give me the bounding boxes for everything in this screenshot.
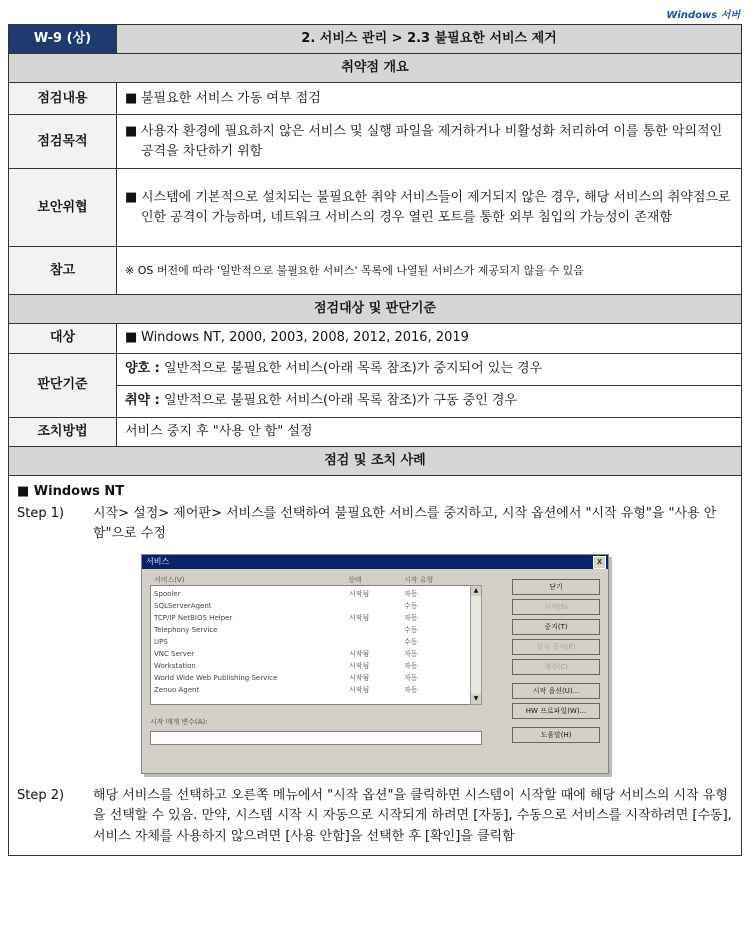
section-overview: 취약점 개요	[9, 54, 742, 83]
column-header-startup: 시작 유형	[404, 576, 434, 585]
document-header-label: Windows 서버	[666, 10, 740, 21]
pause-button[interactable]: 일시 중지(P)	[512, 639, 600, 655]
bad-text: 일반적으로 불필요한 서비스(아래 목록 참조)가 구동 중인 경우	[163, 392, 518, 408]
criteria-good	[117, 353, 742, 385]
step-2	[17, 786, 733, 846]
reference-text: ※ OS 버전에 따라 '일반적으로 불필요한 서비스' 목록에 나열된 서비스가 제공되지 않을 수 있음	[117, 247, 742, 295]
criteria-label: 판단기준	[9, 353, 117, 417]
scroll-down-icon[interactable]: ▼	[471, 694, 481, 704]
content-text: 불필요한 서비스 가동 여부 점검	[141, 90, 321, 106]
help-button[interactable]: 도움말(H)	[512, 727, 600, 743]
dialog-titlebar	[142, 555, 608, 569]
item-title: 2. 서비스 관리 > 2.3 불필요한 서비스 제거	[117, 25, 742, 54]
service-status: 시작됨	[349, 674, 370, 683]
section-target: 점검대상 및 판단기준	[9, 295, 742, 324]
target-label: 대상	[9, 324, 117, 353]
list-item[interactable]	[154, 673, 464, 684]
step-1-text: 시작> 설정> 제어판> 서비스를 선택하여 불필요한 서비스를 중지하고, 시작 옵션에서 "시작 유형"을 "사용 안함"으로 수정	[93, 505, 717, 542]
service-name: UPS	[154, 638, 168, 647]
service-startup: 자동	[404, 686, 418, 695]
threat-text: 시스템에 기본적으로 설치되는 불필요한 취약 서비스들이 제거되지 않은 경우, 해당 서비스의 취약점으로 인한 공격이 가능하며, 네트워크 서비스의 경우 열린 포트를 통한 외부 침입의 가능성이 존재함	[141, 189, 731, 225]
service-startup: 자동	[404, 590, 418, 599]
start-button[interactable]: 시작(S)	[512, 599, 600, 615]
dialog-title: 서비스	[146, 557, 170, 567]
start-parameters-label: 시작 매개 변수(A):	[150, 718, 208, 727]
action-label: 조치방법	[9, 417, 117, 446]
start-parameters-input[interactable]	[150, 731, 482, 745]
bullet-mark: ■	[125, 90, 138, 106]
service-startup: 수동	[404, 638, 418, 647]
step-1	[17, 504, 733, 544]
purpose-text: 사용자 환경에 필요하지 않은 서비스 및 실행 파일을 제거하거나 비활성화 처리하여 이를 통한 악의적인 공격을 차단하기 위함	[141, 123, 723, 159]
reference-label: 참고	[9, 247, 117, 295]
step-2-number: Step 2)	[17, 788, 65, 804]
list-scrollbar[interactable]	[470, 585, 482, 705]
list-item[interactable]	[154, 649, 464, 660]
service-startup: 자동	[404, 650, 418, 659]
startup-options-button[interactable]: 시작 옵션(U)...	[512, 683, 600, 699]
list-item[interactable]	[154, 625, 464, 636]
continue-button[interactable]: 계속(C)	[512, 659, 600, 675]
service-name: Telephony Service	[154, 626, 218, 635]
service-status: 시작됨	[349, 662, 370, 671]
list-item[interactable]	[154, 661, 464, 672]
bullet-mark: ■	[125, 123, 138, 139]
column-header-service: 서비스(V)	[154, 576, 185, 585]
good-label: 양호 :	[125, 360, 160, 376]
list-item[interactable]	[154, 601, 464, 612]
hw-profile-button[interactable]: HW 프로파일(W)...	[512, 703, 600, 719]
threat-label: 보안위협	[9, 169, 117, 247]
services-dialog-screenshot	[141, 554, 609, 774]
service-status: 시작됨	[349, 614, 370, 623]
service-name: VNC Server	[154, 650, 195, 659]
service-name: World Wide Web Publishing Service	[154, 674, 278, 683]
service-startup: 수동	[404, 602, 418, 611]
service-startup: 자동	[404, 674, 418, 683]
action-text: 서비스 중지 후 "사용 안 함" 설정	[117, 417, 742, 446]
service-name: Spooler	[154, 590, 181, 599]
service-status: 시작됨	[349, 590, 370, 599]
criteria-bad	[117, 385, 742, 417]
scroll-up-icon[interactable]: ▲	[471, 586, 481, 596]
service-name: TCP/IP NetBIOS Helper	[154, 614, 233, 623]
stop-button[interactable]: 중지(T)	[512, 619, 600, 635]
checklist-table	[8, 24, 742, 856]
item-code: W-9 (상)	[9, 25, 117, 54]
service-startup: 수동	[404, 626, 418, 635]
bullet-mark: ■	[125, 189, 138, 205]
list-item[interactable]	[154, 613, 464, 624]
purpose-label: 점검목적	[9, 115, 117, 169]
service-status: 시작됨	[349, 686, 370, 695]
step-1-number: Step 1)	[17, 505, 65, 521]
service-name: Zenuo Agent	[154, 686, 200, 695]
service-name: SQLServerAgent	[154, 602, 212, 611]
service-startup: 자동	[404, 614, 418, 623]
service-name: Workstation	[154, 662, 196, 671]
example-heading: ■ Windows NT	[17, 483, 125, 499]
threat-cell	[117, 169, 742, 247]
service-status: 시작됨	[349, 650, 370, 659]
service-startup: 자동	[404, 662, 418, 671]
bullet-mark: ■	[125, 330, 138, 346]
column-header-status: 상태	[348, 576, 362, 585]
content-cell	[117, 83, 742, 115]
close-button[interactable]: 닫기	[512, 579, 600, 595]
example-cell	[9, 475, 742, 855]
good-text: 일반적으로 불필요한 서비스(아래 목록 참조)가 중지되어 있는 경우	[163, 360, 543, 376]
list-item[interactable]	[154, 685, 464, 696]
list-item[interactable]	[154, 637, 464, 648]
bad-label: 취약 :	[125, 392, 160, 408]
step-2-text: 해당 서비스를 선택하고 오른쪽 메뉴에서 "시작 옵션"을 클릭하면 시스템이 시작할 때에 해당 서비스의 시작 유형을 선택할 수 있음. 만약, 시스템 시작 시 자동으로 시작되게 하려면 [자동], 수동으로 서비스를 시작하려면 [수동], 서비스 자체를 사용하지 않으려면 [사용 안함]을 선택한 후 [확인]을 클릭함	[93, 788, 732, 844]
section-example: 점검 및 조치 사례	[9, 446, 742, 475]
target-text: Windows NT, 2000, 2003, 2008, 2012, 2016, 2019	[141, 330, 469, 346]
content-label: 점검내용	[9, 83, 117, 115]
close-icon[interactable]: x	[593, 556, 606, 569]
target-cell	[117, 324, 742, 353]
purpose-cell	[117, 115, 742, 169]
services-list[interactable]	[150, 585, 472, 705]
list-item[interactable]	[154, 589, 464, 600]
